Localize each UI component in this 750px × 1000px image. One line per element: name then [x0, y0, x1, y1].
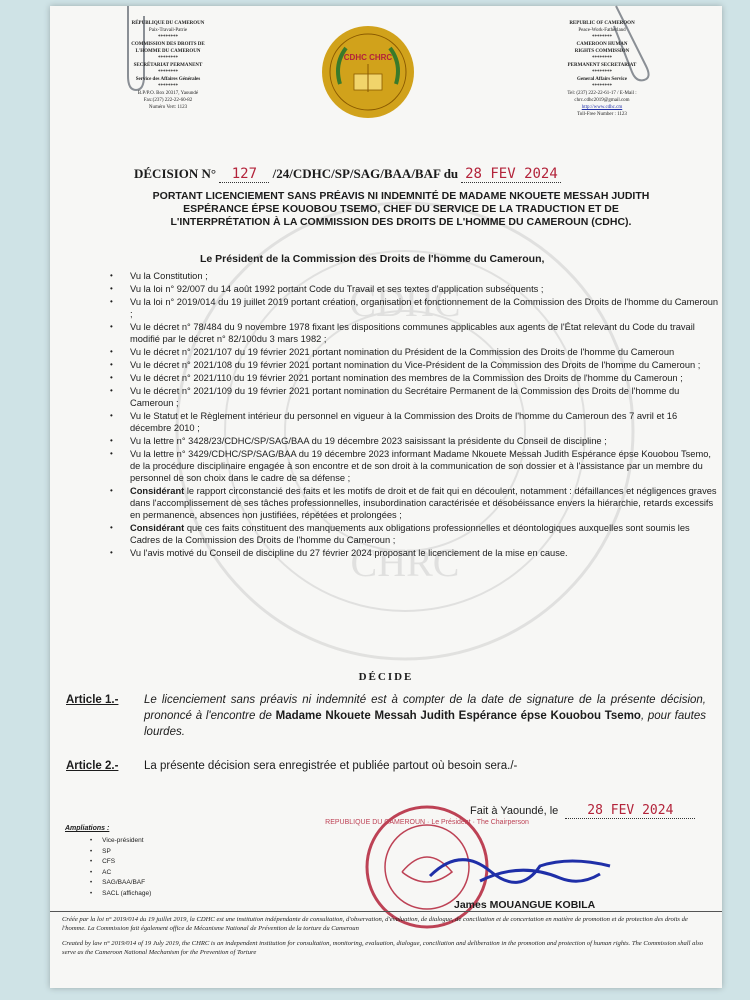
header-left-line: L'HOMME DU CAMEROUN	[135, 49, 201, 54]
vu-list	[110, 270, 720, 560]
article-1-name: Madame Nkouete Messah Judith Espérance épse Kouobou Tsemo	[275, 710, 641, 722]
vu-text: le décret n° 2021/110 du 19 février 2021 portant nomination des membres de la Commission des Droits de l'homme du Cameroun ;	[141, 373, 683, 383]
article-2-text: La présente décision sera enregistrée et publiée partout où besoin sera./-	[144, 760, 518, 772]
ampliations-title: Ampliations :	[65, 825, 110, 832]
list-item	[110, 359, 720, 371]
header-left-line: Service des Affaires Générales	[135, 77, 201, 82]
list-item	[110, 346, 720, 358]
vu-text: l'avis motivé du Conseil de discipline du 27 février 2024 proposant le licenciement de la mise en cause.	[141, 548, 568, 558]
vu-lead: Vu	[130, 297, 142, 307]
header-left-line: Numéro Vert: 1123	[148, 105, 188, 110]
list-item	[110, 547, 720, 559]
vu-lead: Vu	[130, 284, 142, 294]
header-right-line: REPUBLIC OF CAMEROON	[569, 21, 635, 26]
bullet-icon: •	[110, 449, 113, 458]
list-item: • Vice-président	[90, 836, 151, 847]
vu-lead: Considérant	[130, 486, 185, 496]
header-right-line: CAMEROON HUMAN	[576, 42, 628, 47]
stamp-text: REPUBLIQUE DU CAMEROUN · Le Président · The Chairperson	[325, 819, 529, 826]
header-left-line: ********	[158, 70, 178, 75]
vu-text: le Statut et le Règlement intérieur du personnel en vigueur à la Commission des Droits de l'homme du Cameroun des 7 avril et 16 décembre 2010 ;	[130, 411, 678, 433]
bullet-icon: •	[110, 284, 113, 293]
list-item: • SAG/BAA/BAF	[90, 878, 151, 889]
list-item	[110, 410, 720, 434]
svg-text:CDHC: CDHC	[349, 280, 461, 325]
header-right-line: General Affairs Service	[577, 77, 627, 82]
vu-lead: Vu	[130, 386, 142, 396]
bullet-icon: •	[110, 386, 113, 395]
footer-french: Créée par la loi n° 2019/014 du 19 juillet 2019, la CDHC est une institution indépendante de consultation, d'observation, d'évaluation, de dialogue, de conciliation et de concertation en matière de promotion et de protection des droits de l'homme. La Commission fait également office de Mécanisme National de Prévention de la torture du Cameroun	[62, 916, 688, 932]
header-right-line: RIGHTS COMMISSION	[574, 49, 630, 54]
list-item	[110, 321, 720, 345]
vu-lead: Considérant	[130, 523, 185, 533]
list-item	[110, 485, 720, 521]
article-1-label: Article 1.-	[66, 694, 119, 706]
header-left-line: ********	[158, 35, 178, 40]
vu-lead: Vu	[130, 347, 142, 357]
vu-text: la lettre n° 3429/CDHC/SP/SAG/BAA du 19 décembre 2023 informant Madame Nkouete Messah Judith Espérance épse Kouobou Tsemo, de la procédure disciplinaire engagée à son encontre et de son droit à la communication de son dossier et à l'assistance par un membre du personnel de son choix dans le cadre de sa défense ;	[130, 449, 711, 483]
cdhc-seal-logo	[320, 24, 416, 120]
header-left-line: Fax:(237) 222-22-60-82	[143, 98, 193, 103]
ampliations-list	[90, 836, 151, 899]
president-line: Le Président de la Commission des Droits de l'homme du Cameroun,	[200, 253, 545, 265]
bullet-icon: •	[110, 360, 113, 369]
vu-lead: Vu	[130, 449, 142, 459]
header-left-line: ********	[158, 56, 178, 61]
bullet-icon: •	[110, 411, 113, 420]
bullet-icon: •	[110, 436, 113, 445]
vu-lead: Vu	[130, 271, 142, 281]
list-item: • CFS	[90, 857, 151, 868]
header-right	[542, 20, 662, 118]
article-2-label: Article 2.-	[66, 760, 119, 772]
article-1-text	[144, 692, 706, 740]
bullet-icon: •	[110, 322, 113, 331]
list-item	[110, 270, 720, 282]
header-left-line: Paix-Travail-Patrie	[148, 28, 188, 33]
vu-text: le décret n° 78/484 du 9 novembre 1978 fixant les dispositions communes applicables aux agents de l'État relevant du Code du travail modifié par le décret n° 82/100du 3 mars 1982 ;	[130, 322, 695, 344]
bullet-icon: •	[110, 486, 113, 495]
header-right-line: Tel: (237) 222-22-61-17 / E-Mail : chrc.cdhc2019@gmail.com	[567, 91, 637, 103]
header-right-line: ********	[592, 56, 612, 61]
bullet-icon: •	[110, 548, 113, 557]
list-item	[110, 385, 720, 409]
vu-lead: Vu	[130, 548, 142, 558]
header-right-line: ********	[592, 70, 612, 75]
article-1	[66, 692, 706, 740]
bullet-icon: •	[110, 523, 113, 532]
vu-lead: Vu	[130, 373, 142, 383]
list-item	[110, 522, 720, 546]
list-item	[110, 372, 720, 384]
vu-text: que ces faits constituent des manquements aux obligations professionnelles et déontologiques auxquelles sont soumis les Cadres de la Commission des Droits de l'homme du Cameroun ;	[130, 523, 690, 545]
decision-subject: PORTANT LICENCIEMENT SANS PRÉAVIS NI INDEMNITÉ DE MADAME NKOUETE MESSAH JUDITH ESPÉRANCE ÉPSE KOUOBOU TSEMO, CHEF DU SERVICE DE LA TRADUCTION ET DE L'INTERPRÉTATION À LA COMMISSION DES DROITS DE L'HOMME DU CAMEROUN (CDHC).	[152, 190, 650, 228]
header-left-line: ********	[158, 84, 178, 89]
bullet-icon: •	[110, 347, 113, 356]
bullet-icon: •	[110, 373, 113, 382]
header-left	[108, 20, 228, 111]
vu-text: le décret n° 2021/109 du 19 février 2021 portant nomination du Secrétaire Permanent de la Commission des Droits de l'homme du Cameroun ;	[130, 386, 680, 408]
header-right-line: ********	[592, 84, 612, 89]
decision-ref: /24/CDHC/SP/SAG/BAA/BAF du	[272, 166, 459, 181]
article-1-text-a: Le licenciement sans préavis ni indemnité est à compter de la date de signature de la présente décision, prononcé à l'encontre de	[144, 694, 706, 722]
vu-text: la loi n° 2019/014 du 19 juillet 2019 portant création, organisation et fonctionnement de la Commission des Droits de l'homme du Cameroun ;	[130, 297, 719, 319]
header-right-line: Peace-Work-Fatherland	[578, 28, 626, 33]
list-item: • SACL (affichage)	[90, 889, 151, 900]
article-1-text-c: , pour fautes lourdes.	[144, 710, 706, 738]
vu-text: la lettre n° 3428/23/CDHC/SP/SAG/BAA du 19 décembre 2023 saisissant la présidente du Conseil de discipline ;	[141, 436, 607, 446]
vu-text: le rapport circonstancié des faits et les motifs de droit et de fait qui en découlent, notamment : défaillances et négligences graves dans l'accomplissement de ses tâches professionnelles, insubordination caractérisée et désobéissance envers la hiérarchie, retards excessifs en permanence, absences non justifiées, répétées et prolongées ;	[130, 486, 717, 520]
header-left-line: SECRÉTARIAT PERMANENT	[133, 63, 203, 68]
signatory-name: James MOUANGUE KOBILA	[454, 899, 596, 911]
list-item	[110, 435, 720, 447]
article-2	[66, 758, 706, 774]
vu-text: la Constitution ;	[141, 271, 208, 281]
vu-lead: Vu	[130, 436, 142, 446]
place-label: Fait à Yaoundé, le	[470, 805, 559, 817]
header-right-line: ********	[592, 35, 612, 40]
list-item	[110, 296, 720, 320]
seal-text: CDHC CHRC	[343, 53, 393, 62]
list-item	[110, 283, 720, 295]
decision-date: 28 FEV 2024	[461, 166, 561, 183]
list-item: • AC	[90, 868, 151, 879]
handwritten-signature-icon	[420, 836, 620, 896]
list-item: • SP	[90, 847, 151, 858]
vu-lead: Vu	[130, 360, 142, 370]
vu-text: la loi n° 92/007 du 14 août 1992 portant Code du Travail et ses textes d'application subséquents ;	[141, 284, 544, 294]
vu-lead: Vu	[130, 322, 142, 332]
decision-title	[134, 166, 561, 183]
decision-number: 127	[219, 166, 269, 183]
header-left-line: RÉPUBLIQUE DU CAMEROUN	[131, 21, 205, 26]
bullet-icon: •	[110, 297, 113, 306]
header-left-line: COMMISSION DES DROITS DE	[131, 42, 205, 47]
header-right-line: Toll-Free Number : 1123	[577, 112, 627, 117]
vu-text: le décret n° 2021/107 du 19 février 2021 portant nomination du Président de la Commission des Droits de l'homme du Cameroun	[141, 347, 675, 357]
vu-text: le décret n° 2021/108 du 19 février 2021 portant nomination du Vice-Président de la Commission des Droits de l'homme du Cameroun ;	[141, 360, 701, 370]
document-page	[50, 6, 722, 988]
signature-date: 28 FEV 2024	[565, 803, 695, 819]
footer-english: Created by law n° 2019/014 of 19 July 2019, the CHRC is an independent institution for consultation, monitoring, evaluation, dialogue, conciliation and deliberation in the promotion and protection of human rights. The Commission shall also serve as the Cameroon National Mechanism for the Prevention of Torture	[62, 940, 704, 956]
place-date	[470, 803, 695, 819]
svg-text:CHRC: CHRC	[350, 540, 460, 585]
header-left-line: B.P/P.O. Box 20317, Yaoundé	[137, 91, 199, 96]
bullet-icon: •	[110, 271, 113, 280]
vu-lead: Vu	[130, 411, 142, 421]
list-item	[110, 448, 720, 484]
decision-label: DÉCISION N°	[134, 166, 217, 181]
header-right-line: http://www.cdhc.cm	[581, 105, 623, 110]
header-right-line: PERMANENT SECRETARIAT	[567, 63, 637, 68]
footer-divider	[50, 911, 722, 912]
decide-title: DÉCIDE	[358, 671, 414, 683]
